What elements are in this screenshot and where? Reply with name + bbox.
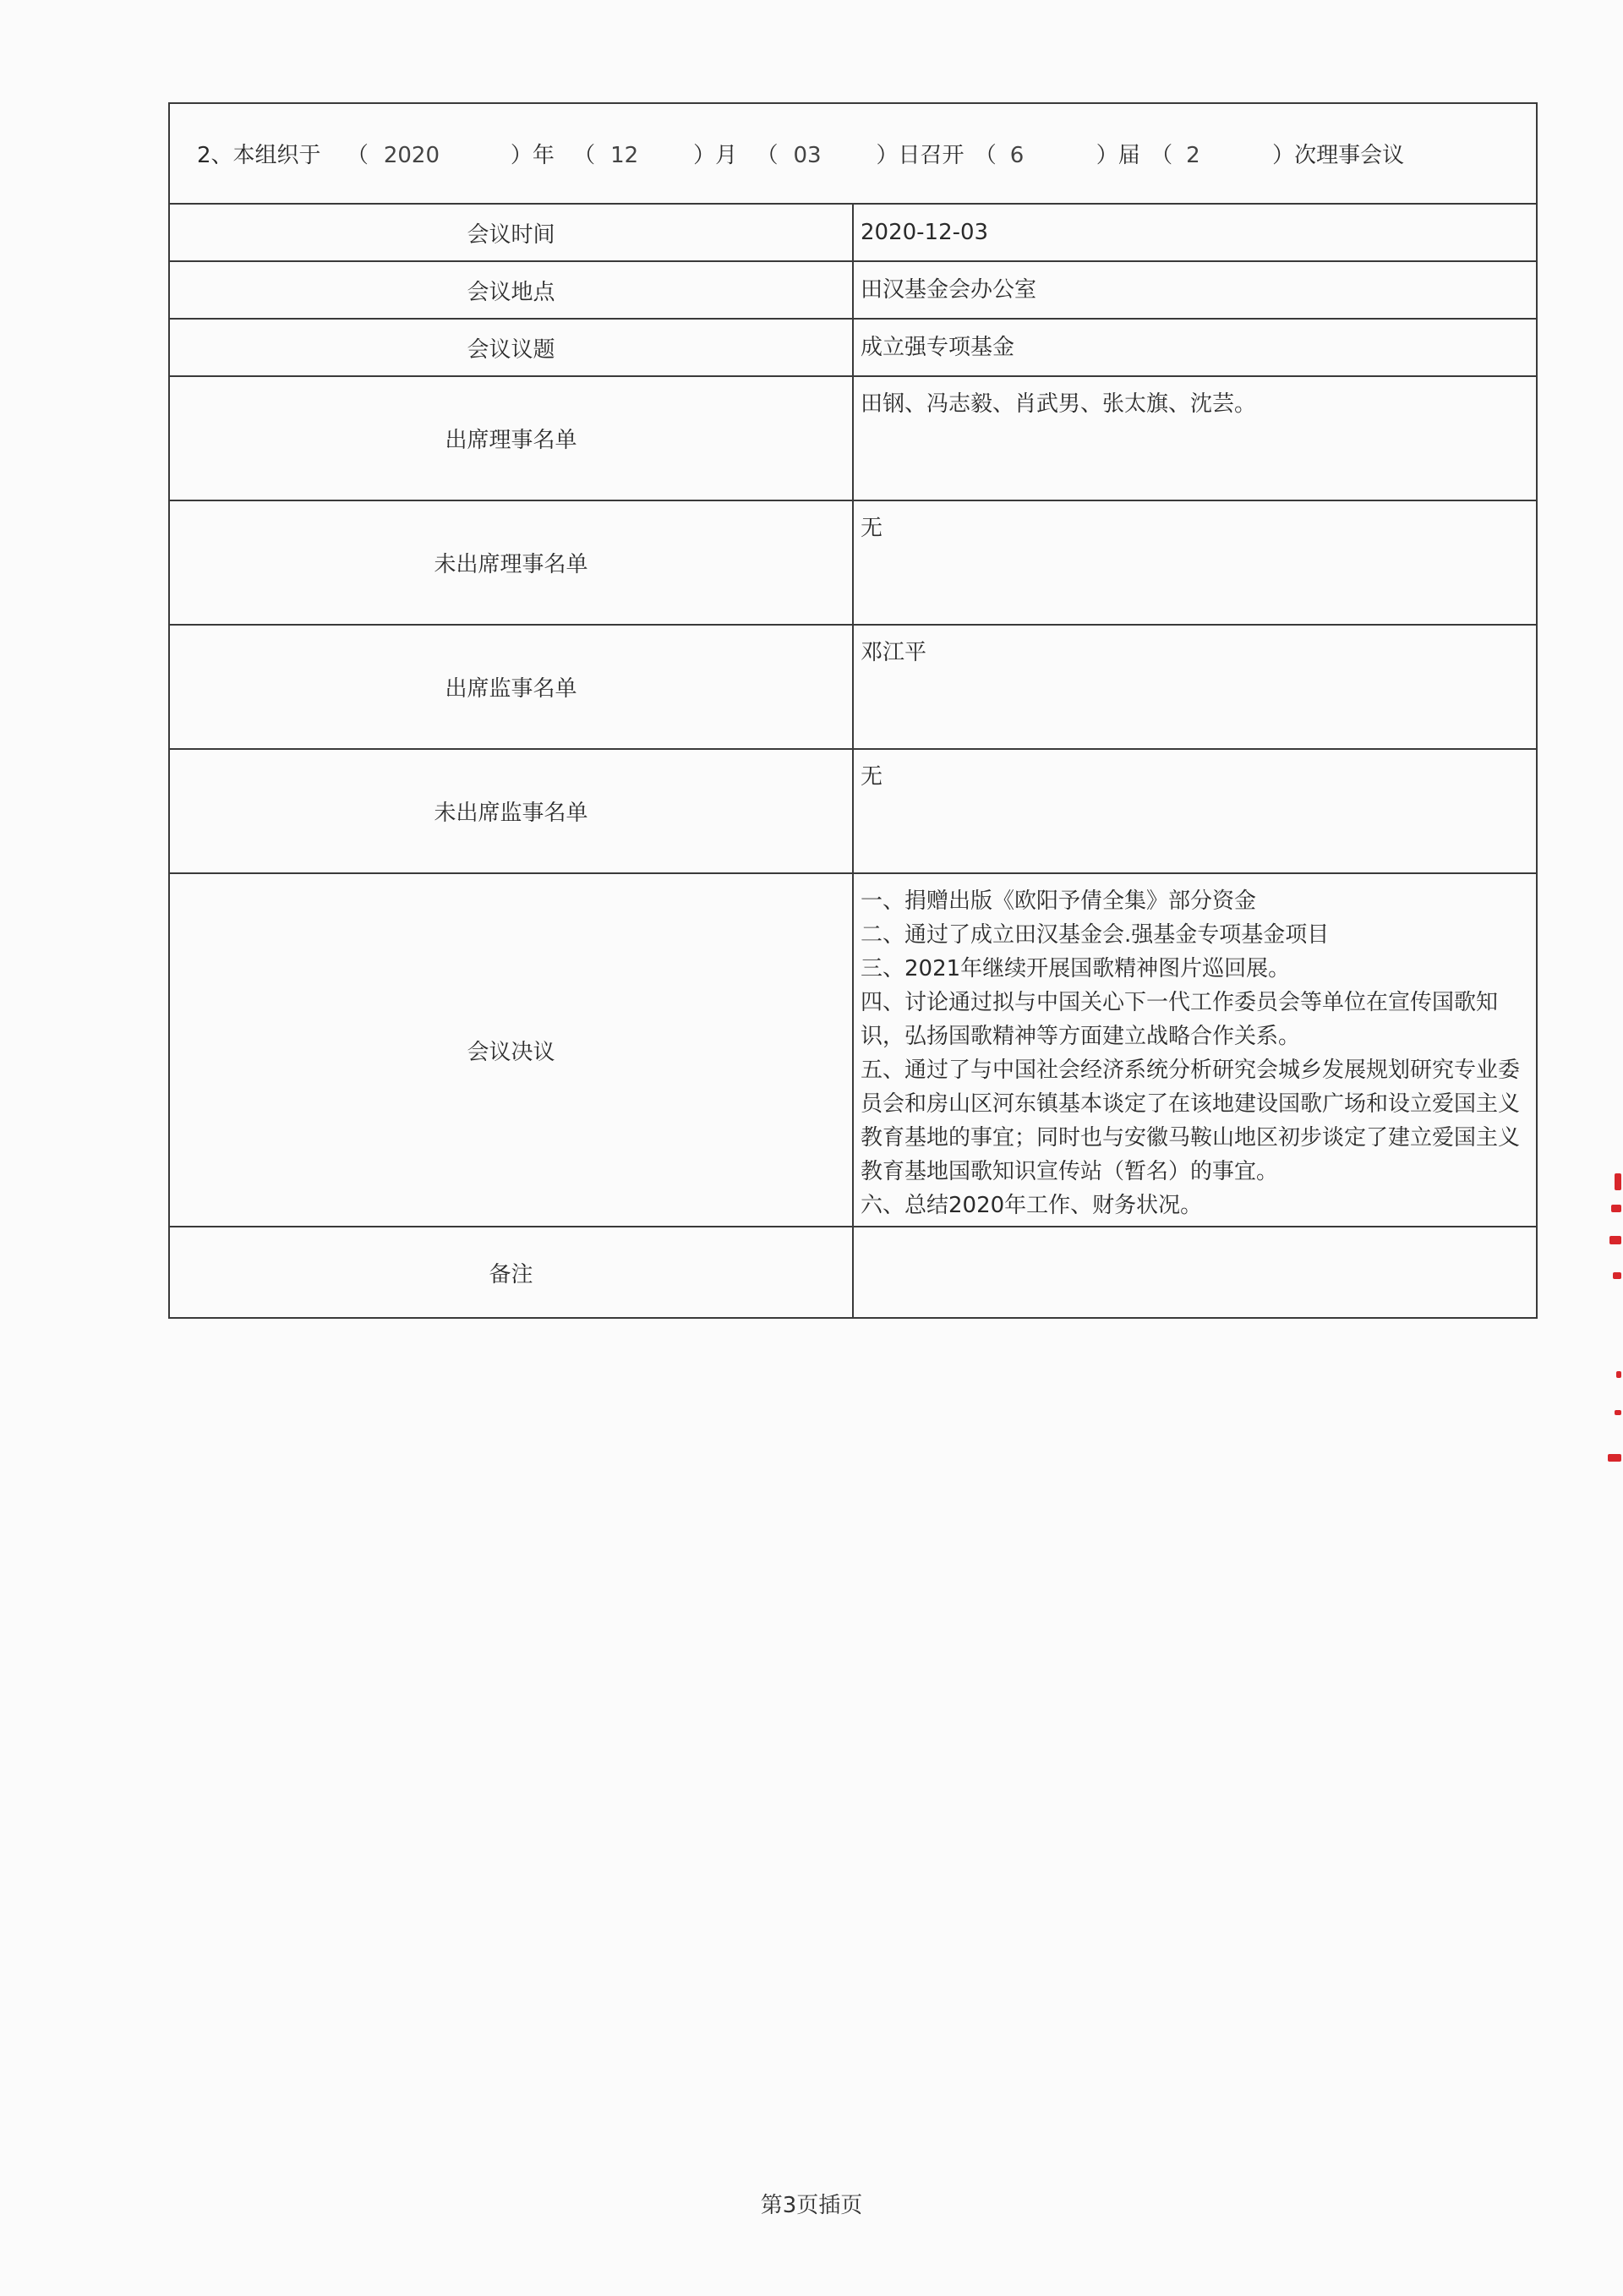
label-remarks: 备注 [169,1227,853,1318]
header-session: 6 [1009,143,1025,168]
page-footer: 第3页插页 [760,2193,863,2218]
resolution-item: 四、讨论通过拟与中国关心下一代工作委员会等单位在宣传国歌知识，弘扬国歌精神等方面建立战略合作关系。 [861,990,1499,1049]
row-absent-supervisors [169,749,1537,873]
meeting-header-line: 2、本组织于 （ 2020 ）年 （ 12 ）月 （ 03 ）日召开 （ 6 ）届 （ 2 ）次理事会议 [169,103,1537,204]
resolution-item: 一、捐赠出版《欧阳予倩全集》部分资金 [861,888,1257,914]
label-meeting-topic: 会议议题 [169,319,853,376]
header-day-unit: 日召开 [898,143,965,168]
header-month-unit: 月 [715,143,738,168]
label-present-directors: 出席理事名单 [169,376,853,500]
header-month: 12 [610,143,639,168]
row-absent-directors [169,500,1537,625]
resolution-item: 二、通过了成立田汉基金会.强基金专项基金项目 [861,922,1330,948]
value-absent-supervisors: 无 [853,749,1537,873]
meeting-record-table [168,102,1538,1319]
header-meeting-no: 2 [1186,143,1200,168]
label-absent-supervisors: 未出席监事名单 [169,749,853,873]
header-prefix: 2、本组织于 [197,143,321,168]
resolution-item: 五、通过了与中国社会经济系统分析研究会城乡发展规划研究专业委员会和房山区河东镇基本谈定了在该地建设国歌广场和设立爱国主义教育基地的事宜；同时也与安徽马鞍山地区初步谈定了建立爱国主义教育基地国歌知识宣传站（暂名）的事宜。 [861,1058,1521,1184]
value-meeting-place: 田汉基金会办公室 [853,261,1537,319]
value-remarks [853,1227,1537,1318]
header-meeting-unit: 次理事会议 [1294,143,1405,168]
resolution-item: 三、2021年继续开展国歌精神图片巡回展。 [861,956,1291,981]
resolution-item: 六、总结2020年工作、财务状况。 [861,1193,1203,1218]
row-remarks [169,1227,1537,1318]
header-session-unit: 届 [1118,143,1140,168]
row-resolutions [169,873,1537,1227]
header-year-unit: 年 [532,143,555,168]
value-present-directors: 田钢、冯志毅、肖武男、张太旗、沈芸。 [853,376,1537,500]
label-present-supervisors: 出席监事名单 [169,625,853,749]
row-meeting-time [169,204,1537,261]
label-meeting-place: 会议地点 [169,261,853,319]
row-meeting-place [169,261,1537,319]
label-absent-directors: 未出席理事名单 [169,500,853,625]
header-year: 2020 [383,143,440,168]
value-resolutions [853,873,1537,1227]
value-absent-directors: 无 [853,500,1537,625]
row-present-directors [169,376,1537,500]
label-resolutions: 会议决议 [169,873,853,1227]
row-meeting-topic [169,319,1537,376]
label-meeting-time: 会议时间 [169,204,853,261]
value-present-supervisors: 邓江平 [853,625,1537,749]
value-meeting-time: 2020-12-03 [853,204,1537,261]
value-meeting-topic: 成立强专项基金 [853,319,1537,376]
row-present-supervisors [169,625,1537,749]
header-day: 03 [793,143,822,168]
